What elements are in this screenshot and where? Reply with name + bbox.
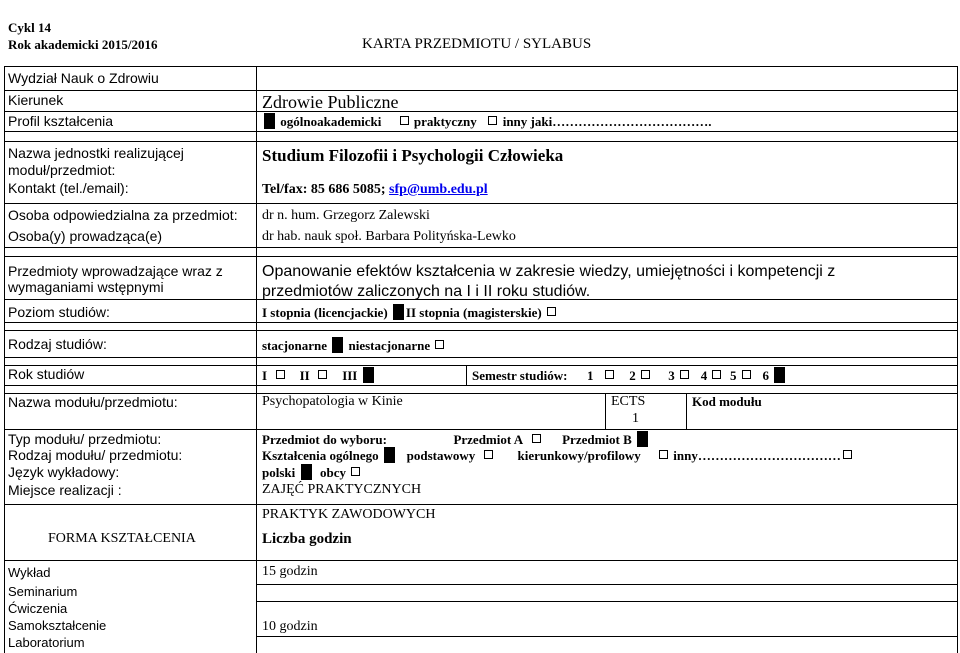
empty-checkbox-icon — [547, 307, 556, 316]
profile-options — [262, 113, 711, 130]
semester-4: 4 — [700, 368, 708, 383]
form-item: Wykład — [8, 565, 51, 580]
cycle-label: Cykl 14 — [8, 20, 51, 35]
kind-directional: kierunkowy/profilowy — [517, 448, 641, 463]
mode-label: Rodzaj studiów: — [8, 336, 107, 352]
semester-2: 2 — [629, 368, 636, 383]
kind-basic: podstawowy — [406, 448, 476, 463]
ects-label: ECTS — [611, 394, 646, 409]
empty-checkbox-icon — [712, 370, 721, 379]
unit-label-line2: moduł/przedmiot: — [8, 162, 116, 178]
level-opt-master: II stopnia (magisterskie) — [405, 305, 542, 320]
kind-general: Kształcenia ogólnego — [262, 448, 379, 463]
checked-box-icon — [264, 113, 275, 129]
mode-opt-parttime: niestacjonarne — [348, 338, 431, 353]
empty-checkbox-icon — [484, 450, 493, 459]
profile-label: Profil kształcenia — [8, 113, 114, 129]
empty-checkbox-icon — [318, 370, 327, 379]
kind-other: inny…………………………… — [673, 448, 841, 463]
type-b: Przedmiot B — [562, 432, 632, 447]
language-options — [262, 464, 362, 481]
checked-box-icon — [774, 367, 785, 383]
page-title: KARTA PRZEDMIOTU / SYLABUS — [362, 36, 592, 52]
empty-checkbox-icon — [680, 370, 689, 379]
mode-options — [262, 337, 446, 354]
form-item: Ćwiczenia — [8, 601, 68, 616]
academic-year-label: Rok akademicki 2015/2016 — [8, 37, 158, 52]
year-1: I — [262, 368, 268, 383]
field-value: Zdrowie Publiczne — [262, 92, 399, 112]
year-3: III — [342, 368, 358, 383]
profile-opt-practical: praktyczny — [413, 114, 477, 129]
semester-1: 1 — [586, 368, 594, 383]
unit-label-line1: Nazwa jednostki realizującej — [8, 145, 184, 161]
profile-opt-other: inny jaki………………………………. — [502, 114, 712, 129]
empty-checkbox-icon — [488, 116, 497, 125]
hours-header: Liczba godzin — [262, 531, 352, 547]
semester-options — [472, 367, 787, 384]
study-year-label: Rok studiów — [8, 366, 85, 382]
mode-opt-fulltime: stacjonarne — [262, 338, 327, 353]
level-options — [262, 304, 558, 321]
prereq-label-line2: wymaganiami wstępnymi — [8, 279, 164, 295]
teachers-value: dr hab. nauk społ. Barbara Polityńska-Lewko — [262, 229, 516, 244]
semester-6: 6 — [762, 368, 769, 383]
empty-checkbox-icon — [435, 340, 444, 349]
module-label: Nazwa modułu/przedmiotu: — [8, 394, 178, 410]
ects-value: 1 — [632, 411, 639, 426]
empty-checkbox-icon — [605, 370, 614, 379]
semester-5: 5 — [729, 368, 737, 383]
teachers-label: Osoba(y) prowadząca(e) — [8, 228, 163, 244]
checked-box-icon — [301, 464, 312, 480]
empty-checkbox-icon — [351, 467, 360, 476]
place-label: Miejsce realizacji : — [8, 482, 122, 498]
place-opt-practical: ZAJĘĆ PRAKTYCZNYCH — [262, 482, 422, 497]
faculty-label: Wydział Nauk o Zdrowiu — [8, 70, 159, 86]
kind-options — [262, 447, 854, 464]
level-label: Poziom studiów: — [8, 304, 110, 320]
place-opt-internship: PRAKTYK ZAWODOWYCH — [262, 507, 436, 522]
prereq-value-line2: przedmiotów zaliczonych na I i II roku studiów. — [262, 283, 591, 300]
semester-3: 3 — [668, 368, 675, 383]
empty-checkbox-icon — [742, 370, 751, 379]
form-hours: 10 godzin — [262, 619, 318, 634]
level-opt-bachelor: I stopnia (licencjackie) — [262, 305, 388, 320]
empty-checkbox-icon — [641, 370, 650, 379]
module-code-label: Kod modułu — [692, 394, 762, 409]
checked-box-icon — [363, 367, 374, 383]
checked-box-icon — [332, 337, 343, 353]
empty-checkbox-icon — [400, 116, 409, 125]
contact-label: Kontakt (tel./email): — [8, 180, 129, 196]
form-item: Samokształcenie — [8, 618, 107, 633]
form-item: Laboratorium — [8, 635, 85, 650]
type-a: Przedmiot A — [453, 432, 524, 447]
field-label: Kierunek — [8, 92, 64, 108]
forms-header: FORMA KSZTAŁCENIA — [48, 531, 196, 546]
semester-label: Semestr studiów: — [472, 368, 568, 383]
responsible-label: Osoba odpowiedzialna za przedmiot: — [8, 207, 238, 223]
contact-phone: Tel/fax: 85 686 5085; — [262, 182, 386, 197]
language-polish: polski — [262, 465, 296, 480]
type-label: Typ modułu/ przedmiotu: — [8, 431, 162, 447]
empty-checkbox-icon — [843, 450, 852, 459]
unit-value: Studium Filozofii i Psychologii Człowieka — [262, 146, 564, 165]
form-item: Seminarium — [8, 584, 78, 599]
type-elective: Przedmiot do wyboru: — [262, 432, 387, 447]
study-year-options — [262, 367, 376, 384]
contact-value — [262, 182, 488, 198]
language-label: Język wykładowy: — [8, 464, 120, 480]
responsible-value: dr n. hum. Grzegorz Zalewski — [262, 208, 430, 223]
checked-box-icon — [637, 431, 648, 447]
type-options — [262, 431, 650, 448]
form-hours: 15 godzin — [262, 564, 318, 579]
prereq-value-line1: Opanowanie efektów kształcenia w zakresie wiedzy, umiejętności i kompetencji z — [262, 263, 836, 280]
checked-box-icon — [393, 304, 404, 320]
empty-checkbox-icon — [659, 450, 668, 459]
prereq-label-line1: Przedmioty wprowadzające wraz z — [8, 263, 223, 279]
empty-checkbox-icon — [532, 434, 541, 443]
profile-opt-general: ogólnoakademicki — [280, 114, 382, 129]
checked-box-icon — [384, 447, 395, 463]
contact-email-link[interactable]: sfp@umb.edu.pl — [389, 182, 488, 197]
kind-label: Rodzaj modułu/ przedmiotu: — [8, 447, 183, 463]
year-2: II — [299, 368, 310, 383]
module-value: Psychopatologia w Kinie — [262, 394, 403, 409]
language-foreign: obcy — [320, 465, 346, 480]
empty-checkbox-icon — [276, 370, 285, 379]
